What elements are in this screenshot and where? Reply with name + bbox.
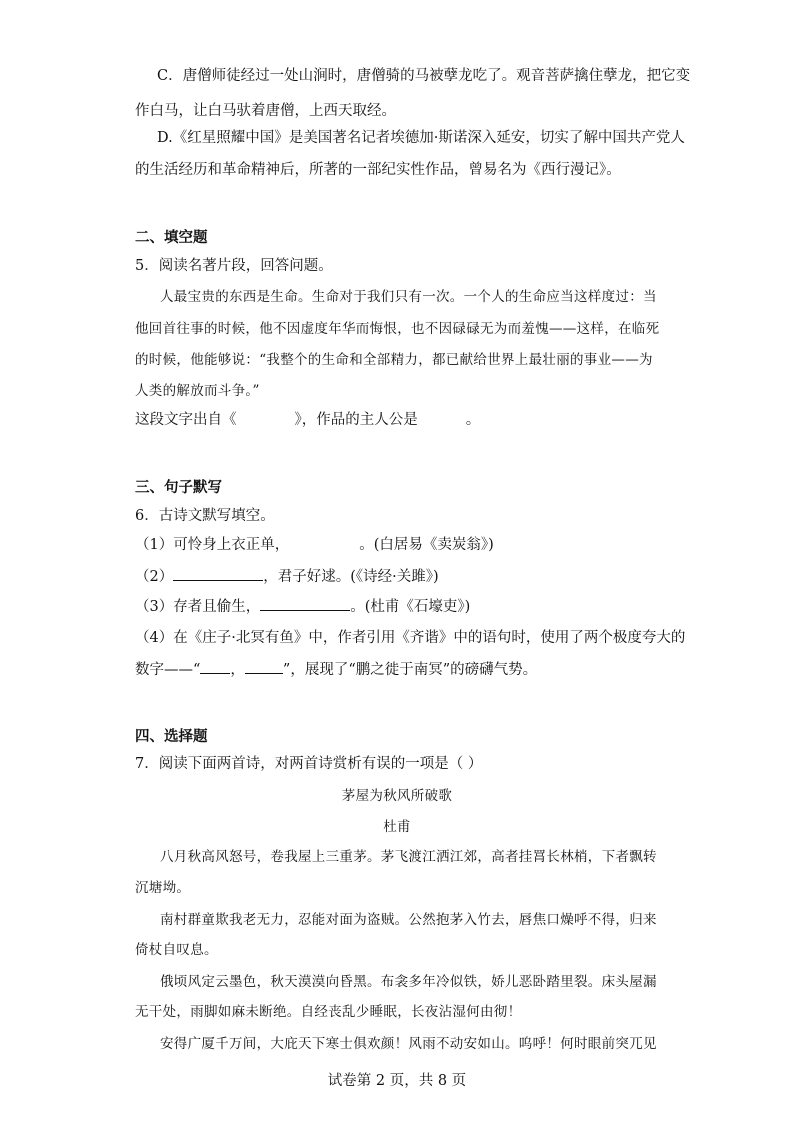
item-4-blank-1[interactable] <box>200 659 230 674</box>
item-4-separator: ， <box>230 662 245 678</box>
recitation-item-3 <box>135 596 470 617</box>
passage-line-2: 他回首往事的时候，他不因虚度年华而悔恨，也不因碌碌无为而羞愧——这样，在临死 <box>135 321 660 337</box>
poem-line-7: 安得广厦千万间，大庇天下寒士俱欢颜！风雨不动安如山。呜呼！何时眼前突兀见 <box>160 1036 657 1052</box>
recitation-item-2 <box>135 566 439 587</box>
option-c-line-2: 作白马，让白马驮着唐僧，上西天取经。 <box>135 103 396 119</box>
fill-text-part-2: 》，作品的主人公是 <box>294 412 418 428</box>
section-heading-choice: 四、选择题 <box>135 729 208 745</box>
poem-line-6: 无干处，雨脚如麻未断绝。自经丧乱少睡眠，长夜沾湿何由彻！ <box>135 1004 522 1020</box>
recitation-item-4-line-2 <box>135 659 537 680</box>
item-3-prompt: （3）存者且偷生， <box>135 599 261 615</box>
section-heading-fill-blank: 二、填空题 <box>135 230 208 246</box>
item-4-suffix: ”，展现了“鹏之徙于南冥”的磅礴气势。 <box>282 662 538 678</box>
question-5: 5．阅读名著片段，回答问题。 <box>135 258 333 274</box>
poem-line-5: 俄顷风定云墨色，秋天漠漠向昏黑。布衾多年冷似铁，娇儿恶卧踏里裂。床头屋漏 <box>160 974 657 990</box>
passage-line-1: 人最宝贵的东西是生命。生命对于我们只有一次。一个人的生命应当这样度过：当 <box>160 289 657 305</box>
page-footer: 试卷第 2 页，共 8 页 <box>327 1073 467 1089</box>
passage-line-3: 的时候，他能够说：“我整个的生命和全部精力，都已献给世界上最壮丽的事业——为 <box>135 352 653 368</box>
item-3-source: 。(杜甫《石壕吏》) <box>350 599 471 615</box>
fill-text-part-3: 。 <box>465 412 481 428</box>
item-4-blank-2[interactable] <box>245 659 283 674</box>
item-1-prompt: （1）可怜身上衣正单， <box>135 537 290 553</box>
option-c-line-1: C．唐僧师徒经过一处山涧时，唐僧骑的马被孽龙吃了。观音菩萨擒住孽龙，把它变 <box>157 68 691 84</box>
passage-line-4: 人类的解放而斗争。” <box>135 383 260 399</box>
item-2-number: （2） <box>135 569 174 585</box>
question-5-fill-line <box>135 410 480 430</box>
section-heading-recitation: 三、句子默写 <box>135 480 222 496</box>
item-1-source: 。(白居易《卖炭翁》) <box>359 537 494 553</box>
poem-author: 杜甫 <box>383 819 411 835</box>
recitation-item-1 <box>135 535 494 555</box>
option-d-line-2: 的生活经历和革命精神后，所著的一部纪实性作品，曾易名为《西行漫记》。 <box>135 162 621 178</box>
recitation-item-4-line-1: （4）在《庄子·北冥有鱼》中，作者引用《齐谐》中的语句时，使用了两个极度夸大的 <box>135 630 686 646</box>
fill-text-part-1: 这段文字出自《 <box>135 412 237 428</box>
item-3-blank[interactable] <box>260 596 350 611</box>
poem-title: 茅屋为秋风所破歌 <box>341 788 453 804</box>
item-2-source: ，君子好逑。(《诗经·关雎》) <box>263 569 439 585</box>
poem-line-4: 倚杖自叹息。 <box>135 942 218 958</box>
poem-line-3: 南村群童欺我老无力，忍能对面为盗贼。公然抱茅入竹去，唇焦口燥呼不得，归来 <box>160 912 657 928</box>
poem-line-2: 沉塘坳。 <box>135 880 191 896</box>
question-6: 6．古诗文默写填空。 <box>135 508 275 524</box>
question-7: 7．阅读下面两首诗，对两首诗赏析有误的一项是（ ） <box>135 756 483 772</box>
item-2-blank[interactable] <box>173 566 263 581</box>
poem-line-1: 八月秋高风怒号，卷我屋上三重茅。茅飞渡江洒江郊，高者挂罥长林梢，下者飘转 <box>160 849 657 865</box>
option-d-line-1: D.《红星照耀中国》是美国著名记者埃德加·斯诺深入延安，切实了解中国共产党人 <box>157 130 685 146</box>
item-4-prefix: 数字——“ <box>135 662 201 678</box>
